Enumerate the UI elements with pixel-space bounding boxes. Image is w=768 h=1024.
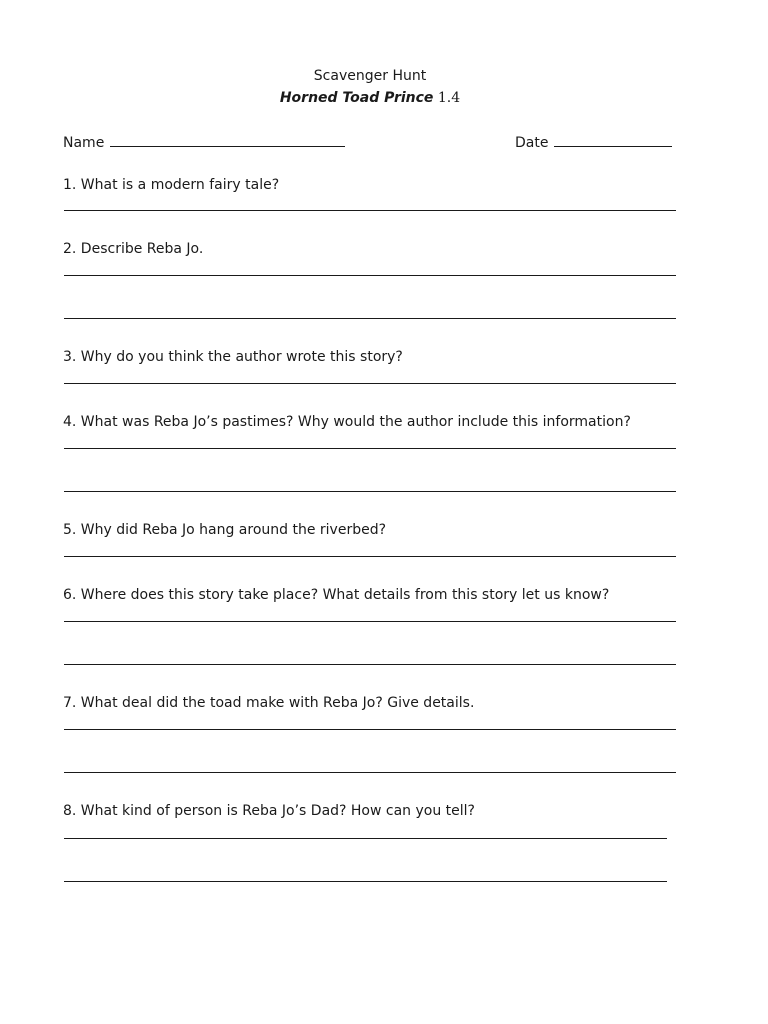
answer-line[interactable] (64, 210, 676, 211)
answer-line[interactable] (64, 556, 676, 557)
answer-line[interactable] (64, 621, 676, 622)
question-3: 3. Why do you think the author wrote this story? (63, 349, 403, 365)
answer-line[interactable] (64, 448, 676, 449)
name-field (63, 133, 345, 151)
question-2: 2. Describe Reba Jo. (63, 241, 204, 257)
worksheet-title: Scavenger Hunt (313, 68, 427, 84)
date-field (515, 133, 672, 151)
name-blank-line[interactable] (110, 133, 345, 147)
answer-line[interactable] (64, 664, 676, 665)
question-6: 6. Where does this story take place? What details from this story let us know? (63, 587, 610, 603)
answer-line[interactable] (64, 491, 676, 492)
answer-line[interactable] (64, 318, 676, 319)
date-blank-line[interactable] (554, 133, 672, 147)
answer-line[interactable] (64, 838, 667, 839)
question-8: 8. What kind of person is Reba Jo’s Dad? How can you tell? (63, 803, 475, 819)
question-4: 4. What was Reba Jo’s pastimes? Why would the author include this information? (63, 414, 631, 430)
question-7: 7. What deal did the toad make with Reba Jo? Give details. (63, 695, 475, 711)
answer-line[interactable] (64, 275, 676, 276)
answer-line[interactable] (64, 881, 667, 882)
date-label: Date (515, 135, 549, 151)
question-5: 5. Why did Reba Jo hang around the riverbed? (63, 522, 387, 538)
worksheet-subtitle (0, 90, 740, 106)
question-1: 1. What is a modern fairy tale? (63, 177, 280, 193)
answer-line[interactable] (64, 729, 676, 730)
name-label: Name (63, 135, 105, 151)
book-title: Horned Toad Prince (279, 90, 434, 106)
answer-line[interactable] (64, 772, 676, 773)
lesson-number: 1.4 (437, 90, 461, 106)
answer-line[interactable] (64, 383, 676, 384)
